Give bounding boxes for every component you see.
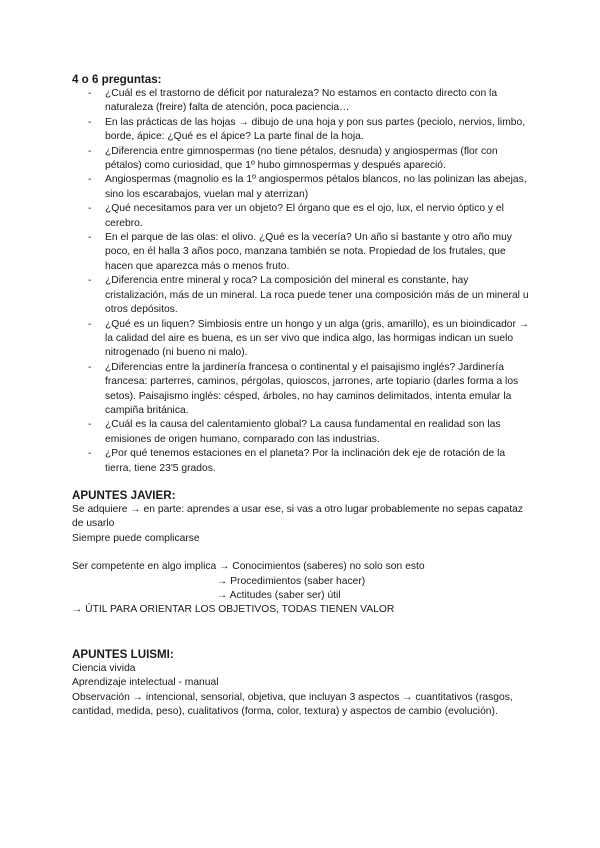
dash-bullet-icon: - (88, 275, 92, 287)
dash-bullet-icon: - (88, 116, 92, 128)
list-item: - Angiospermas (magnolio es la 1º angiospermos pétalos blancos, no las polinizan las abejas, sino los escarabajos, vuelan mal y aterrizan) (88, 174, 527, 200)
list-item: - ¿Qué es un liquen? Simbiosis entre un hongo y un alga (gris, amarillo), es un bioindicador → la calidad del aire es buena, es un ser vivo que indica algo, las hormigas indican un suelo nitrogenado (ni bueno ni malo). (88, 318, 530, 359)
list-item: - ¿Diferencia entre mineral y roca? La composición del mineral es constante, hay cristalización, más de un mineral. La roca puede tener una composición más de un mineral u otros depósitos. (88, 275, 529, 316)
javier-line-4: → Procedimientos (saber hacer) (217, 575, 366, 587)
javier-line-3: Ser competente en algo implica → Conocimientos (saberes) no solo son esto (72, 561, 425, 573)
document-page (72, 72, 532, 719)
dash-bullet-icon: - (88, 419, 92, 431)
list-item: - ¿Por qué tenemos estaciones en el planeta? Por la inclinación dek eje de rotación de la tierra, tiene 23'5 grados. (88, 448, 506, 474)
dash-bullet-icon: - (88, 361, 92, 373)
javier-line-2: Siempre puede complicarse (72, 532, 200, 544)
section-title-luismi: APUNTES LUISMI: (72, 647, 174, 661)
luismi-line-1: Ciencia vivida (72, 662, 136, 674)
luismi-line-3: Observación → intencional, sensorial, objetiva, que incluyan 3 aspectos → cuantitativos (rasgos, cantidad, medida, peso), cualitativos (forma, color, textura) y aspectos de cambio (evolución). (72, 691, 513, 718)
dash-bullet-icon: - (88, 88, 92, 99)
dash-bullet-icon: - (88, 203, 92, 215)
list-item: - En las prácticas de las hojas → dibujo de una hoja y pon sus partes (peciolo, nervios, limbo, borde, ápice: ¿Qué es el ápice? La parte final de la hoja. (88, 116, 526, 143)
dash-bullet-icon: - (88, 145, 92, 157)
list-item: - ¿Cuál es el trastorno de déficit por naturaleza? No estamos en contacto directo con la naturaleza (freire) falta de atención, poca paciencia… (88, 88, 498, 114)
dash-bullet-icon: - (88, 174, 92, 186)
javier-line-6: → ÚTIL PARA ORIENTAR LOS OBJETIVOS, TODAS TIENEN VALOR (72, 604, 395, 616)
section-apuntes-javier (72, 488, 532, 618)
dash-bullet-icon: - (88, 448, 92, 460)
question-list (72, 87, 532, 476)
list-item: - ¿Diferencia entre gimnospermas (no tiene pétalos, desnuda) y angiospermas (flor con pétalos) como curiosidad, que 1º hubo gimnospermas y después apareció. (88, 145, 498, 172)
javier-line-1: Se adquiere → en parte: aprendes a usar ese, si vas a otro lugar probablemente no sepas capataz de usarlo (72, 503, 524, 530)
dash-bullet-icon: - (88, 232, 92, 244)
section-apuntes-luismi (72, 647, 532, 720)
list-item: - ¿Qué necesitamos para ver un objeto? El órgano que es el ojo, lux, el nervio óptico y el cerebro. (88, 203, 504, 229)
section-title-preguntas: 4 o 6 preguntas: (72, 73, 162, 86)
spacer (72, 546, 532, 560)
luismi-line-2: Aprendizaje intelectual - manual (72, 677, 219, 689)
list-item: - ¿Cuál es la causa del calentamiento global? La causa fundamental en realidad son las emisiones de origen humano, comparado con las industrias. (88, 419, 501, 445)
javier-line-5: → Actitudes (saber ser) útil (217, 590, 341, 601)
list-item: - ¿Diferencias entre la jardinería francesa o continental y el paisajismo inglés? Jardinería francesa: parterres, caminos, pérgolas, quioscos, jarrones, arte topiario (darles forma a los setos). Paisajismo inglés: césped, árboles, no hay caminos delimitados, intenta emular la campiña británica. (88, 361, 519, 416)
section-title-javier: APUNTES JAVIER: (72, 488, 176, 502)
dash-bullet-icon: - (88, 318, 92, 330)
list-item: - En el parque de las olas: el olivo. ¿Qué es la vecería? Un año sí bastante y otro año muy poco, en él halla 3 años poco, manzana también se nota. Propiedad de los frutales, que hacen que aparezca más o menos fruto. (88, 232, 512, 272)
